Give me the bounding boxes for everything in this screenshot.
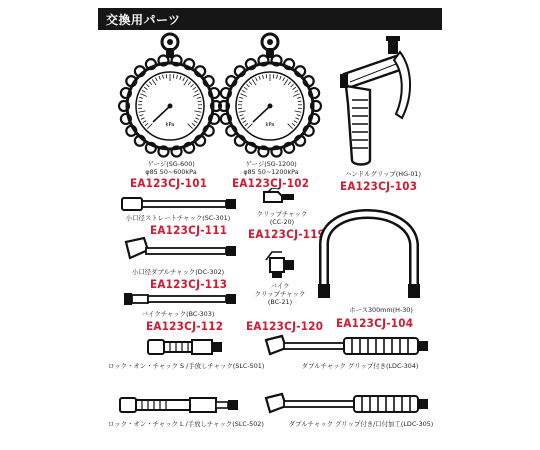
bike-clip-chuck-name-line3: (BC-21) bbox=[267, 298, 293, 306]
double-chuck-code: EA123CJ-113 bbox=[150, 277, 228, 291]
lock-on-chuck-s-name: ロック・オン・チャック S /手放しチャック(SLC-501) bbox=[108, 362, 265, 370]
gauge-unit-text: kPa bbox=[165, 122, 175, 128]
clip-chuck-name-line1: クリップチャック bbox=[256, 210, 308, 218]
clip-chuck-icon bbox=[262, 188, 298, 208]
bike-clip-chuck-icon bbox=[262, 250, 296, 280]
straight-chuck-code: EA123CJ-111 bbox=[150, 223, 228, 237]
handle-grip-icon bbox=[330, 34, 420, 168]
clip-chuck-code: EA123CJ-119 bbox=[248, 227, 326, 241]
lock-on-chuck-l-name: ロック・オン・チャック L /手放しチャック(SLC-502) bbox=[108, 420, 264, 428]
lock-on-chuck-icon bbox=[146, 336, 226, 358]
clip-chuck-name-line2: (CC-20) bbox=[269, 218, 295, 226]
bike-chuck-icon bbox=[122, 290, 240, 308]
double-chuck-grip-name: ダブルチャック グリップ付き(LDC-304) bbox=[301, 362, 419, 370]
section-header-bar bbox=[98, 8, 442, 30]
pressure-gauge-icon bbox=[218, 32, 322, 158]
hose-name: ホース300mm(H-30) bbox=[349, 306, 413, 314]
bike-chuck-code: EA123CJ-112 bbox=[146, 319, 224, 333]
gauge-sg600-name: ゲージ(SG-600) bbox=[147, 160, 195, 168]
bike-clip-chuck-code: EA123CJ-120 bbox=[246, 319, 324, 333]
gauge-unit-text: kPa bbox=[265, 122, 275, 128]
double-chuck-grip-icon bbox=[262, 334, 432, 358]
lock-on-chuck-long-icon bbox=[118, 394, 240, 416]
gauge-sg1200-name: ゲージ(SG-1200) bbox=[245, 160, 297, 168]
bike-chuck-name: バイクチャック(BC-303) bbox=[141, 310, 215, 318]
double-chuck-grip-lipped-icon bbox=[262, 392, 432, 416]
handle-grip-name: ハンドルグリップ(HG-01) bbox=[345, 170, 421, 178]
straight-chuck-name: 小口径ストレートチャック(SC-301) bbox=[125, 214, 231, 222]
gauge-sg1200-code: EA123CJ-102 bbox=[232, 176, 310, 190]
bike-clip-chuck-name-line1: バイク bbox=[270, 282, 290, 290]
bike-clip-chuck-name-line2: クリップチャック bbox=[254, 290, 306, 298]
gauge-sg600-spec: φ85 50~600kPa bbox=[145, 168, 197, 176]
pressure-gauge-icon bbox=[118, 32, 222, 158]
hose-code: EA123CJ-104 bbox=[336, 316, 414, 330]
gauge-sg1200-spec: φ85 50~1200kPa bbox=[243, 168, 299, 176]
straight-chuck-icon bbox=[120, 196, 240, 212]
handle-grip-code: EA123CJ-103 bbox=[340, 179, 418, 193]
double-chuck-icon bbox=[122, 236, 240, 266]
section-title: 交換用パーツ bbox=[106, 13, 181, 27]
double-chuck-name: 小口径ダブルチャック(DC-302) bbox=[131, 268, 225, 276]
double-chuck-grip-lipped-name: ダブルチャック グリップ付き/口付加工(LDC-305) bbox=[288, 420, 434, 428]
hose-icon bbox=[312, 194, 432, 302]
gauge-sg600-code: EA123CJ-101 bbox=[130, 176, 208, 190]
